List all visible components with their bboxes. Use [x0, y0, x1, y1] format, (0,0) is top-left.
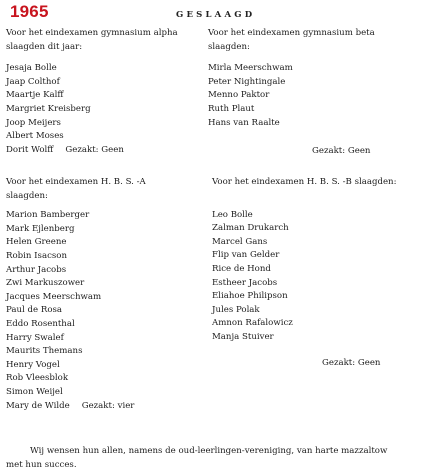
hbs-a-name: Robin Isacson — [6, 250, 68, 261]
hbs-a-subheading: slaagden: — [6, 190, 48, 201]
hbs-a-name: Arthur Jacobs — [6, 264, 67, 275]
closing-line-2: met hun succes. — [6, 460, 77, 470]
alpha-name: Joop Meijers — [6, 117, 61, 128]
hbs-b-name: Flip van Gelder — [212, 250, 280, 261]
hbs-a-name: Henry Vogel — [6, 359, 60, 370]
hbs-b-name: Marcel Gans — [212, 236, 268, 247]
hbs-b-name: Manja Stuiver — [212, 331, 274, 342]
hbs-a-gezakt: Gezakt: vier — [81, 400, 135, 411]
beta-name: Peter Nightingale — [208, 76, 286, 87]
hbs-a-name: Mark Ejlenberg — [6, 223, 75, 234]
hbs-a-section — [6, 176, 146, 413]
hbs-a-name: Zwi Markuszower — [6, 278, 85, 289]
hbs-a-name: Jacques Meerschwam — [6, 291, 102, 302]
alpha-name: Jesaja Bolle — [6, 63, 57, 74]
hbs-a-name: Mary de Wilde — [6, 400, 70, 411]
beta-subheading: slaagden: — [208, 41, 250, 52]
beta-name: Ruth Plaut — [208, 103, 255, 114]
closing-line-1: Wij wensen hun allen, namens de oud-leerlingen-vereniging, van harte mazzaltow — [30, 446, 388, 456]
hbs-b-name: Zalman Drukarch — [212, 223, 289, 234]
alpha-name: Jaap Colthof — [6, 76, 60, 87]
hbs-a-name: Paul de Rosa — [6, 305, 63, 316]
hbs-b-name: Rice de Hond — [212, 263, 271, 274]
hbs-b-name: Amnon Rafalowicz — [212, 318, 293, 329]
beta-name: Menno Paktor — [208, 90, 270, 101]
hbs-a-name: Helen Greene — [6, 237, 67, 248]
hbs-b-name: Jules Polak — [212, 304, 260, 315]
hbs-a-name: Maurits Themans — [6, 346, 83, 357]
hbs-a-name: Marion Bamberger — [6, 210, 90, 221]
alpha-name: Albert Moses — [6, 131, 64, 142]
beta-name: Hans van Raalte — [208, 117, 280, 128]
hbs-a-name: Simon Weijel — [6, 386, 63, 397]
hbs-b-gezakt: Gezakt: Geen — [322, 358, 381, 368]
hbs-b-name: Estheer Jacobs — [212, 277, 278, 288]
alpha-name: Maartje Kalff — [6, 90, 64, 101]
alpha-name: Dorit Wolff — [6, 144, 54, 155]
closing-paragraph — [6, 444, 418, 472]
hbs-a-name: Eddo Rosenthal — [6, 318, 75, 329]
hbs-b-heading: Voor het eindexamen H. B. S. -B slaagden: — [212, 177, 397, 187]
hbs-a-heading: Voor het eindexamen H. B. S. -A — [6, 177, 146, 187]
hbs-b-name: Leo Bolle — [212, 209, 253, 220]
alpha-section — [6, 27, 178, 157]
alpha-gezakt: Gezakt: Geen — [65, 144, 124, 155]
page-title: GESLAAGD — [176, 10, 256, 20]
alpha-last-row — [6, 144, 178, 158]
hbs-a-name: Harry Swalef — [6, 332, 64, 343]
hbs-a-name: Rob Vleesblok — [6, 373, 69, 384]
hbs-b-name: Eliahoe Philipson — [212, 291, 288, 302]
year-label: 1965 — [10, 2, 49, 21]
beta-name: Mirla Meerschwam — [208, 63, 293, 74]
beta-heading: Voor het eindexamen gymnasium beta — [208, 28, 375, 38]
hbs-a-last-row — [6, 400, 146, 414]
beta-section — [208, 27, 375, 130]
hbs-b-section — [212, 176, 397, 345]
alpha-heading: Voor het eindexamen gymnasium alpha — [6, 28, 178, 38]
beta-gezakt: Gezakt: Geen — [312, 146, 371, 156]
alpha-name: Margriet Kreisberg — [6, 103, 91, 114]
alpha-subheading: slaagden dit jaar: — [6, 41, 83, 52]
